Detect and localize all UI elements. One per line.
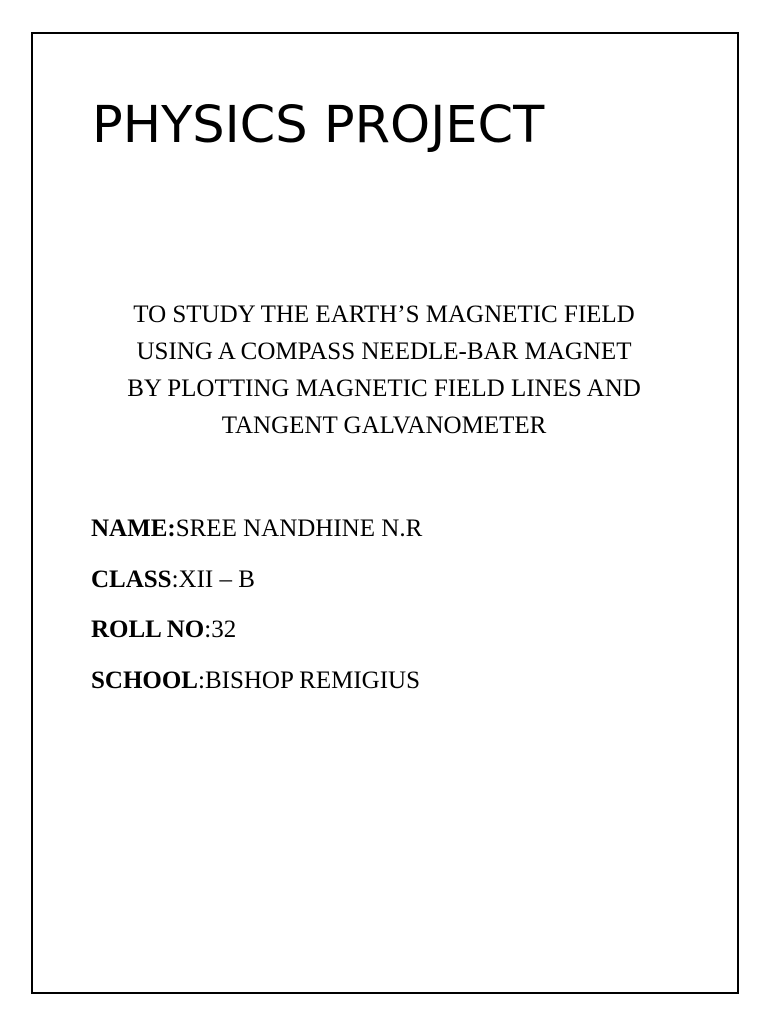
detail-school-value: BISHOP REMIGIUS	[204, 666, 421, 694]
project-aim	[90, 296, 678, 444]
student-details	[91, 509, 422, 711]
detail-name-value: SREE NANDHINE N.R	[175, 515, 423, 542]
detail-class-value: XII – B	[178, 565, 255, 593]
detail-class-label: CLASS	[91, 565, 172, 593]
detail-class	[91, 560, 422, 611]
aim-line-4: TANGENT GALVANOMETER	[221, 412, 547, 439]
detail-roll-no-separator: :	[204, 616, 212, 643]
page-title: PHYSICS PROJECT	[92, 96, 545, 155]
detail-name	[91, 509, 422, 560]
detail-school-label: SCHOOL	[91, 666, 198, 694]
detail-roll-no-label: ROLL NO	[91, 616, 205, 643]
detail-class-separator: :	[171, 565, 179, 593]
detail-name-label: NAME:	[91, 515, 176, 542]
detail-roll-no-value: 32	[211, 616, 237, 643]
detail-roll-no	[91, 610, 422, 661]
detail-school	[91, 661, 422, 712]
aim-line-3: BY PLOTTING MAGNETIC FIELD LINES AND	[127, 375, 641, 402]
aim-line-2: USING A COMPASS NEEDLE-BAR MAGNET	[136, 338, 632, 365]
aim-line-1: TO STUDY THE EARTH’S MAGNETIC FIELD	[133, 301, 635, 328]
detail-school-separator: :	[197, 666, 205, 694]
